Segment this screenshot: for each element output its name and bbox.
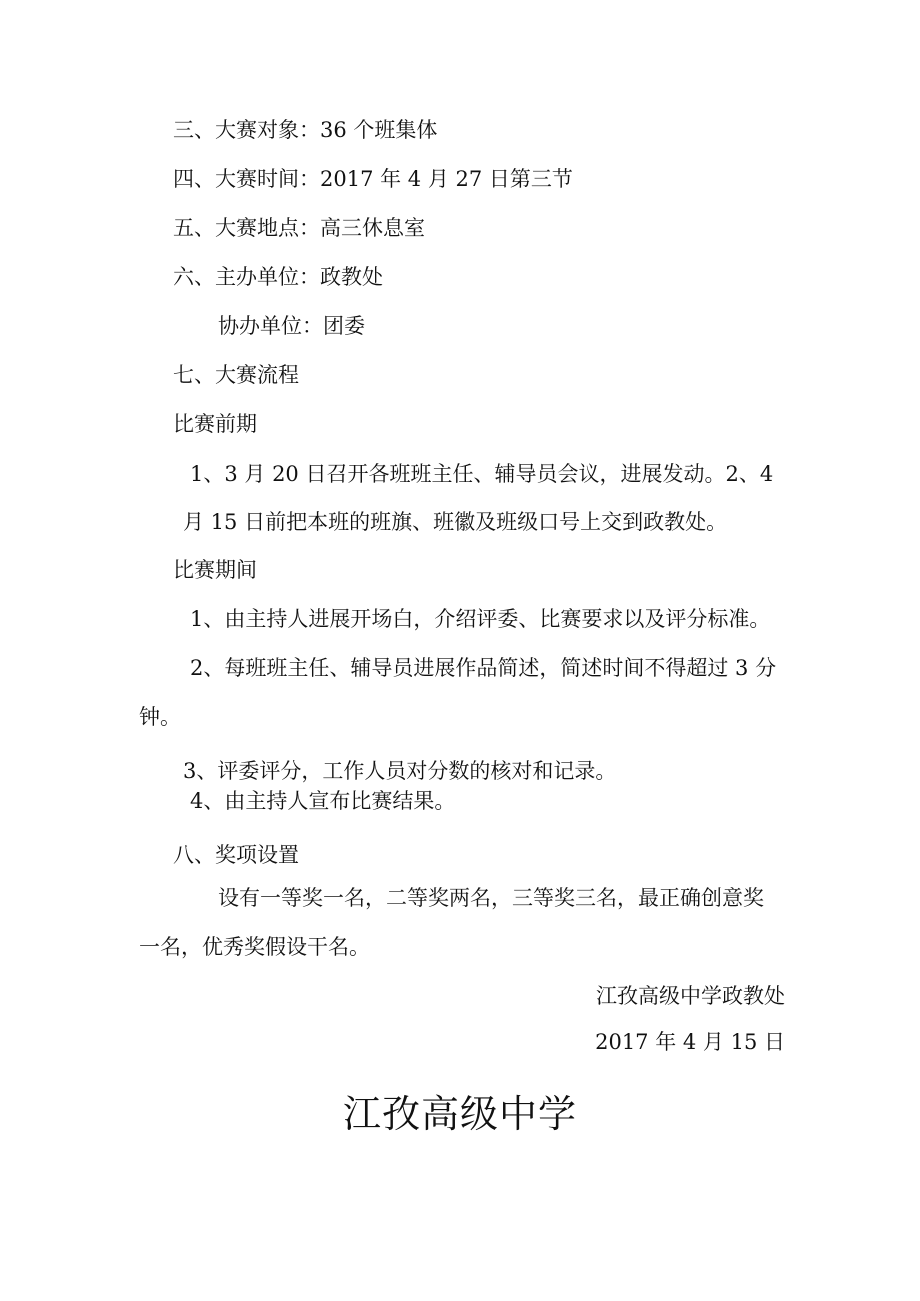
awards-text-2: 一名，优秀奖假设干名。: [139, 935, 370, 959]
signature-date: 2017 年 4 月 15 日: [595, 1030, 785, 1054]
co-organizer: 协办单位：团委: [218, 314, 365, 338]
section-3-target: 三、大赛对象：36 个班集体: [173, 118, 438, 142]
section-7-heading: 七、大赛流程: [173, 363, 299, 387]
during-contest-heading: 比赛期间: [173, 558, 257, 582]
during-contest-item-2-cont: 钟。: [139, 705, 181, 729]
during-contest-item-1: 1、由主持人进展开场白，介绍评委、比赛要求以及评分标准。: [190, 607, 771, 631]
pre-contest-item-2: 月 15 日前把本班的班旗、班徽及班级口号上交到政教处。: [183, 510, 728, 534]
section-4-time: 四、大赛时间：2017 年 4 月 27 日第三节: [173, 167, 573, 191]
section-5-location: 五、大赛地点：高三休息室: [173, 216, 425, 240]
signature-org: 江孜高级中学政教处: [596, 984, 785, 1008]
section-8-heading: 八、奖项设置: [173, 843, 299, 867]
during-contest-item-4: 4、由主持人宣布比赛结果。: [190, 789, 456, 813]
pre-contest-heading: 比赛前期: [173, 412, 257, 436]
during-contest-item-3: 3、评委评分，工作人员对分数的核对和记录。: [183, 759, 617, 783]
during-contest-item-2: 2、每班班主任、辅导员进展作品简述，简述时间不得超过 3 分: [190, 656, 777, 680]
footer-school-title: 江孜高级中学: [342, 1092, 577, 1136]
section-6-organizer: 六、主办单位：政教处: [173, 265, 383, 289]
awards-text-1: 设有一等奖一名，二等奖两名，三等奖三名，最正确创意奖: [218, 886, 764, 910]
pre-contest-item-1: 1、3 月 20 日召开各班班主任、辅导员会议，进展发动。2、4: [190, 462, 774, 486]
